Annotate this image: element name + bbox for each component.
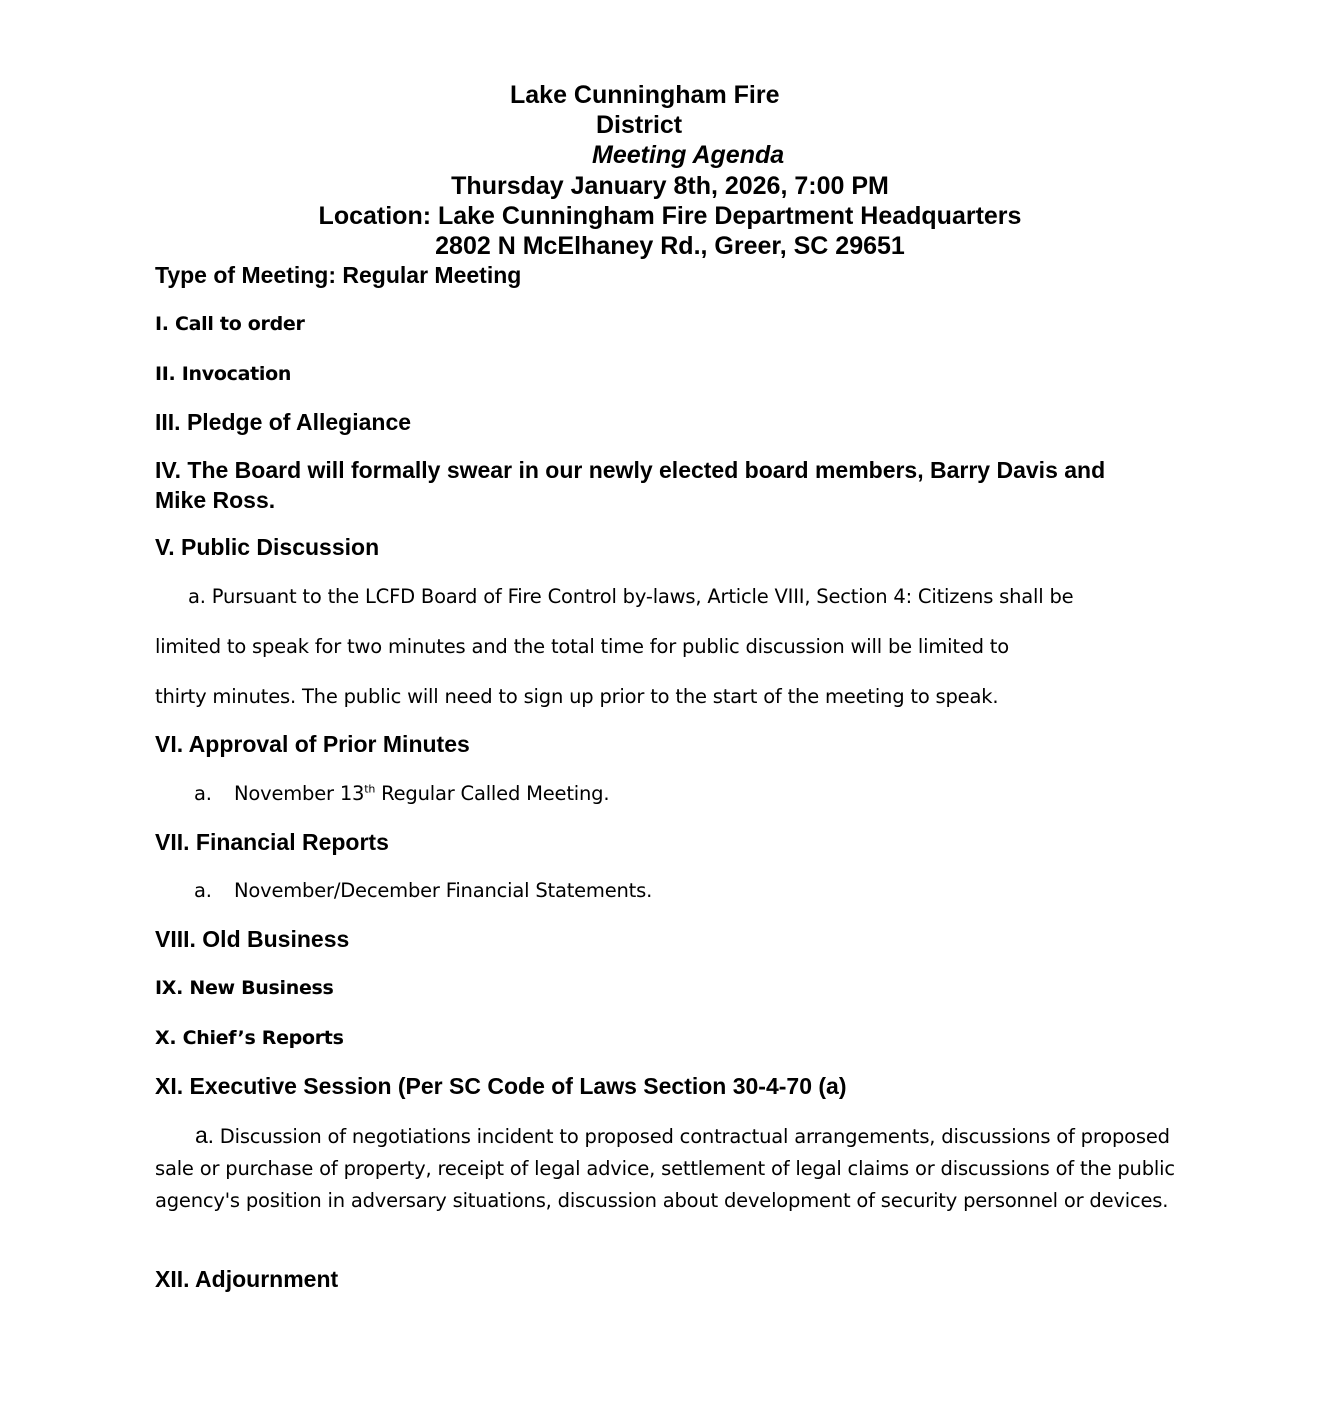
agenda-item-executive-session: XI. Executive Session (Per SC Code of Laws Section 30-4-70 (a) bbox=[155, 1073, 847, 1099]
agenda-item-call-to-order: I. Call to order bbox=[155, 313, 305, 335]
executive-session-marker: a. bbox=[195, 1122, 214, 1148]
public-discussion-text-line1: a. Pursuant to the LCFD Board of Fire Control by-laws, Article VIII, Section 4: Citizens shall be bbox=[188, 585, 1074, 608]
minutes-subitem-text bbox=[234, 782, 609, 806]
agenda-item-swearing-in-line2: Mike Ross. bbox=[155, 487, 276, 513]
financial-subitem-text: November/December Financial Statements. bbox=[234, 879, 653, 902]
agenda-item-chiefs-reports: X. Chief’s Reports bbox=[155, 1027, 344, 1049]
agenda-item-financial-reports: VII. Financial Reports bbox=[155, 829, 389, 855]
agenda-item-adjournment: XII. Adjournment bbox=[155, 1266, 339, 1292]
meeting-location: Location: Lake Cunningham Fire Department Headquarters bbox=[318, 202, 1022, 230]
org-name-line2: District bbox=[596, 111, 683, 139]
financial-subitem-marker: a. bbox=[194, 879, 212, 902]
meeting-address: 2802 N McElhaney Rd., Greer, SC 29651 bbox=[435, 232, 905, 260]
agenda-item-public-discussion: V. Public Discussion bbox=[155, 534, 380, 560]
meeting-type: Type of Meeting: Regular Meeting bbox=[155, 262, 522, 288]
org-name-line1: Lake Cunningham Fire bbox=[510, 81, 780, 109]
minutes-subitem-text-post: Regular Called Meeting. bbox=[375, 782, 610, 805]
executive-session-body: Discussion of negotiations incident to proposed contractual arrangements, discussions of proposed sale or purchase of property, receipt of legal advice, settlement of legal claims or discussions of the public agency's position in adversary situations, discussion about development of security personnel or devices. bbox=[155, 1125, 1175, 1212]
minutes-subitem-marker: a. bbox=[194, 782, 212, 805]
agenda-item-pledge: III. Pledge of Allegiance bbox=[155, 409, 412, 435]
agenda-item-approval-minutes: VI. Approval of Prior Minutes bbox=[155, 731, 470, 757]
agenda-item-swearing-in-line1: IV. The Board will formally swear in our newly elected board members, Barry Davis and bbox=[155, 457, 1106, 483]
minutes-subitem-text-pre: November 13 bbox=[234, 782, 365, 805]
meeting-date-time: Thursday January 8th, 2026, 7:00 PM bbox=[451, 172, 889, 200]
public-discussion-text-line3: thirty minutes. The public will need to sign up prior to the start of the meeting to speak. bbox=[155, 685, 999, 708]
minutes-subitem-sup: th bbox=[364, 782, 376, 796]
doc-type-title: Meeting Agenda bbox=[592, 141, 785, 169]
agenda-item-invocation: II. Invocation bbox=[155, 363, 292, 385]
public-discussion-text-line2: limited to speak for two minutes and the total time for public discussion will be limited to bbox=[155, 635, 1009, 658]
agenda-item-old-business: VIII. Old Business bbox=[155, 926, 350, 952]
executive-session-text bbox=[155, 1119, 1180, 1217]
agenda-item-new-business: IX. New Business bbox=[155, 977, 334, 999]
